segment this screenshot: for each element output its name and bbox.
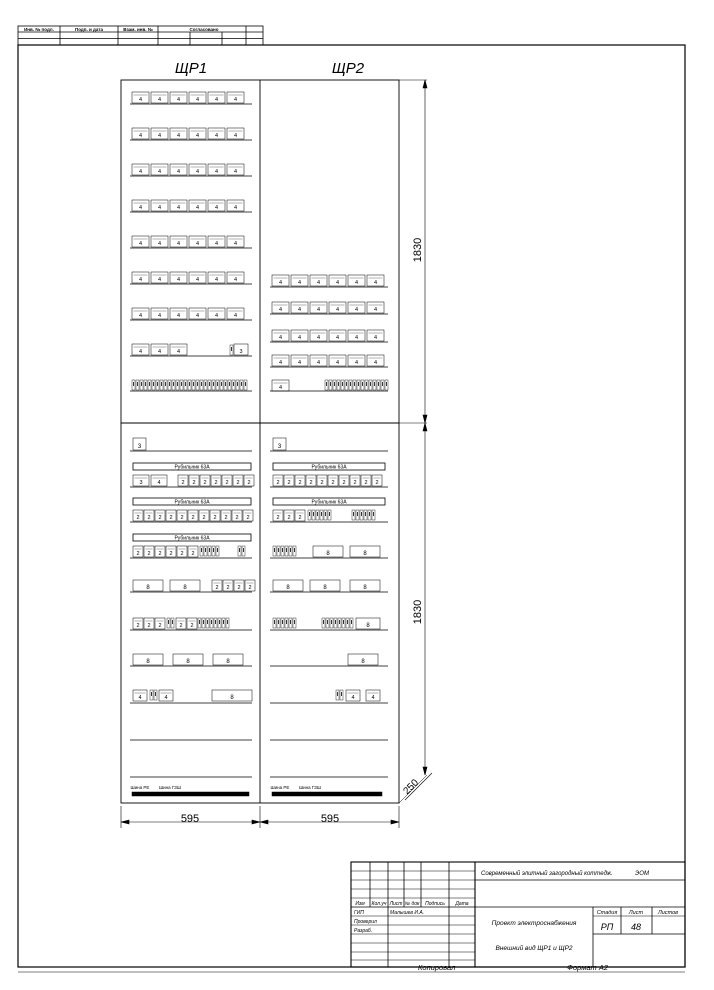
breaker-module: 2 [236,480,240,486]
breaker-module: 4 [138,277,143,283]
breaker-module: 4 [278,280,283,286]
breaker-module: 2 [353,480,357,486]
breaker-module: 4 [157,205,162,211]
breaker-module: 4 [176,241,181,247]
breaker-module: 4 [233,169,238,175]
breaker-module: 8 [363,585,367,591]
tb-section: Проект электроснабжения [491,920,577,927]
breaker-module: 8 [186,659,190,665]
breaker-module: 4 [278,385,283,391]
breaker-module: 3 [139,480,143,486]
bus-pe-label: Шина PE [130,785,150,790]
tb-sheet-value: 48 [630,922,642,932]
tb-code: ЭОМ [635,871,649,877]
breaker-module: 2 [179,623,183,629]
breaker-module: 4 [195,277,200,283]
breaker-module: 4 [138,313,143,319]
breaker-module: 2 [235,515,239,521]
breaker-module: 4 [195,205,200,211]
breaker-module: 2 [246,515,250,521]
breaker-module: 4 [195,313,200,319]
breaker-module: 4 [278,307,283,313]
breaker-module: 4 [233,277,238,283]
main-switch: Рубильник 63А [174,499,210,506]
breaker-module: 4 [176,349,181,355]
breaker-module: 2 [181,480,185,486]
breaker-module: 2 [192,480,196,486]
breaker-module: 4 [157,480,161,486]
module-rows [130,92,388,796]
main-switch: Рубильник 63А [174,535,210,542]
panel-title-right: ЩР2 [331,60,365,77]
breaker-module: 4 [157,133,162,139]
breaker-module: 2 [191,515,195,521]
breaker-module: 4 [157,277,162,283]
breaker-module: 4 [278,360,283,366]
breaker-module: 4 [176,205,181,211]
tb-drawing-name: Внешний вид ЩР1 и ЩР2 [495,945,573,952]
breaker-module: 2 [190,623,194,629]
breaker-module: 8 [361,659,365,665]
breaker-module: 3 [277,444,282,450]
breaker-module: 2 [136,515,140,521]
breaker-module: 4 [373,307,378,313]
breaker-module: 4 [214,241,219,247]
breaker-module: 4 [373,335,378,341]
breaker-module: 4 [316,335,321,341]
breaker-module: 4 [138,695,142,701]
breaker-module: 4 [195,241,200,247]
tb-col-date: Дата [455,901,469,907]
breaker-module: 2 [309,480,313,486]
panel-title-left: ЩР1 [174,60,208,77]
tb-author: Малышев И.А. [390,910,425,916]
dim-height-lower: 1830 [412,599,424,625]
breaker-module: 4 [138,241,143,247]
breaker-module: 2 [225,480,229,486]
breaker-module: 4 [214,133,219,139]
breaker-module: 4 [373,360,378,366]
tb-role-checked: Проверил [354,919,377,925]
tb-sheet-label: Лист [628,910,644,916]
tb-col-list: Лист [389,901,403,907]
breaker-module: 4 [297,360,302,366]
breaker-module: 2 [276,515,280,521]
footer-copied: Копировал [418,963,456,972]
tb-project: Современный элитный загородный коттедж. [481,871,613,877]
breaker-module: 8 [230,695,234,701]
stamp-sign: Подп. и дата [74,27,104,32]
breaker-module: 4 [335,360,340,366]
breaker-module: 2 [136,623,140,629]
breaker-module: 3 [137,444,142,450]
breaker-module: 8 [326,551,330,557]
breaker-module: 2 [331,480,335,486]
main-switch: Рубильник 63А [174,464,210,471]
breaker-module: 8 [323,585,327,591]
dim-width-right: 595 [320,813,340,825]
breaker-module: 4 [233,205,238,211]
breaker-module: 4 [354,360,359,366]
breaker-module: 8 [226,659,230,665]
tb-role-gip: ГИП [354,910,364,916]
breaker-module: 4 [373,280,378,286]
tb-role-developed: Разраб. [354,928,373,934]
tb-sheets-label: Листов [657,910,679,916]
dim-width-left: 595 [180,813,200,825]
breaker-module: 4 [176,313,181,319]
dim-depth: 250 [401,777,422,798]
stamp-replace: Взам. инв. № [123,27,153,32]
breaker-module: 4 [316,360,321,366]
breaker-module: 4 [195,97,200,103]
breaker-module: 4 [164,695,168,701]
breaker-module: 4 [157,349,162,355]
breaker-module: 2 [147,623,151,629]
breaker-module: 2 [248,585,252,591]
breaker-module: 4 [297,335,302,341]
breaker-module: 4 [233,97,238,103]
breaker-module: 4 [214,205,219,211]
breaker-module: 2 [203,480,207,486]
bus-pe-label: Шина PE [270,785,290,790]
breaker-module: 4 [351,695,355,701]
breaker-module: 8 [286,585,290,591]
tb-stage-label: Стадия [596,910,618,916]
breaker-module: 4 [195,169,200,175]
breaker-module: 2 [320,480,324,486]
breaker-module: 2 [158,551,162,557]
breaker-module: 4 [214,313,219,319]
breaker-module: 2 [136,551,140,557]
breaker-module: 2 [180,551,184,557]
breaker-module: 2 [298,480,302,486]
breaker-module: 4 [233,313,238,319]
tb-col-izm: Изм [355,901,365,907]
breaker-module: 4 [176,169,181,175]
breaker-module: 8 [183,585,187,591]
breaker-module: 2 [247,480,251,486]
breaker-module: 2 [169,515,173,521]
breaker-module: 8 [363,551,367,557]
breaker-module: 4 [233,241,238,247]
sheet-frame [18,45,685,972]
breaker-module: 2 [202,515,206,521]
breaker-module: 2 [287,480,291,486]
tb-stage-value: РП [600,922,614,932]
breaker-module: 4 [195,133,200,139]
breaker-module: 2 [158,623,162,629]
breaker-module: 2 [276,480,280,486]
breaker-module: 4 [138,205,143,211]
breaker-module: 2 [237,585,241,591]
breaker-module: 4 [157,313,162,319]
breaker-module: 4 [335,335,340,341]
breaker-module: 4 [214,97,219,103]
bus-n-label: Шина ГЗШ [158,785,182,790]
main-switch: Рубильник 63А [311,464,347,471]
breaker-module: 3 [239,349,243,355]
breaker-module: 4 [233,133,238,139]
stamp-inv: Инв. № подл. [24,27,54,32]
breaker-module: 4 [157,97,162,103]
breaker-module: 4 [176,277,181,283]
breaker-module: 4 [138,169,143,175]
breaker-module: 2 [180,515,184,521]
breaker-module: 4 [335,280,340,286]
breaker-module: 4 [138,97,143,103]
breaker-module: 2 [226,585,230,591]
tb-col-sign: Подпись [425,901,445,907]
breaker-module: 4 [371,695,375,701]
main-switch: Рубильник 63А [311,499,347,506]
breaker-module: 4 [354,280,359,286]
breaker-module: 2 [342,480,346,486]
breaker-module: 2 [287,515,291,521]
breaker-module: 4 [214,277,219,283]
breaker-module: 4 [138,349,143,355]
breaker-module: 2 [375,480,379,486]
bus-n-label: Шина ГЗШ [298,785,322,790]
breaker-module: 4 [176,97,181,103]
footer-format: Формат А2 [567,963,609,972]
breaker-module: 2 [214,480,218,486]
dimension-lines [121,80,432,828]
breaker-module: 2 [364,480,368,486]
breaker-module: 4 [176,133,181,139]
tb-col-ndoc: № док [404,901,420,907]
breaker-module: 4 [278,335,283,341]
breaker-module: 8 [366,623,370,629]
stamp-agreed: Согласовано [189,27,219,32]
breaker-module: 2 [147,551,151,557]
breaker-module: 2 [298,515,302,521]
breaker-module: 2 [224,515,228,521]
breaker-module: 2 [215,585,219,591]
dim-height-upper: 1830 [412,237,424,263]
breaker-module: 4 [297,307,302,313]
breaker-module: 2 [191,551,195,557]
tb-col-koluch: Кол.уч [371,901,387,907]
breaker-module: 2 [213,515,217,521]
breaker-module: 4 [316,307,321,313]
breaker-module: 8 [146,659,150,665]
breaker-module: 4 [316,280,321,286]
breaker-module: 2 [169,551,173,557]
breaker-module: 4 [297,280,302,286]
breaker-module: 8 [146,585,150,591]
breaker-module: 2 [158,515,162,521]
breaker-module: 4 [138,133,143,139]
top-stamp [18,26,263,45]
breaker-module: 2 [147,515,151,521]
breaker-module: 4 [157,169,162,175]
breaker-module: 4 [214,169,219,175]
breaker-module: 4 [335,307,340,313]
breaker-module: 4 [354,307,359,313]
breaker-module: 4 [157,241,162,247]
breaker-module: 4 [354,335,359,341]
